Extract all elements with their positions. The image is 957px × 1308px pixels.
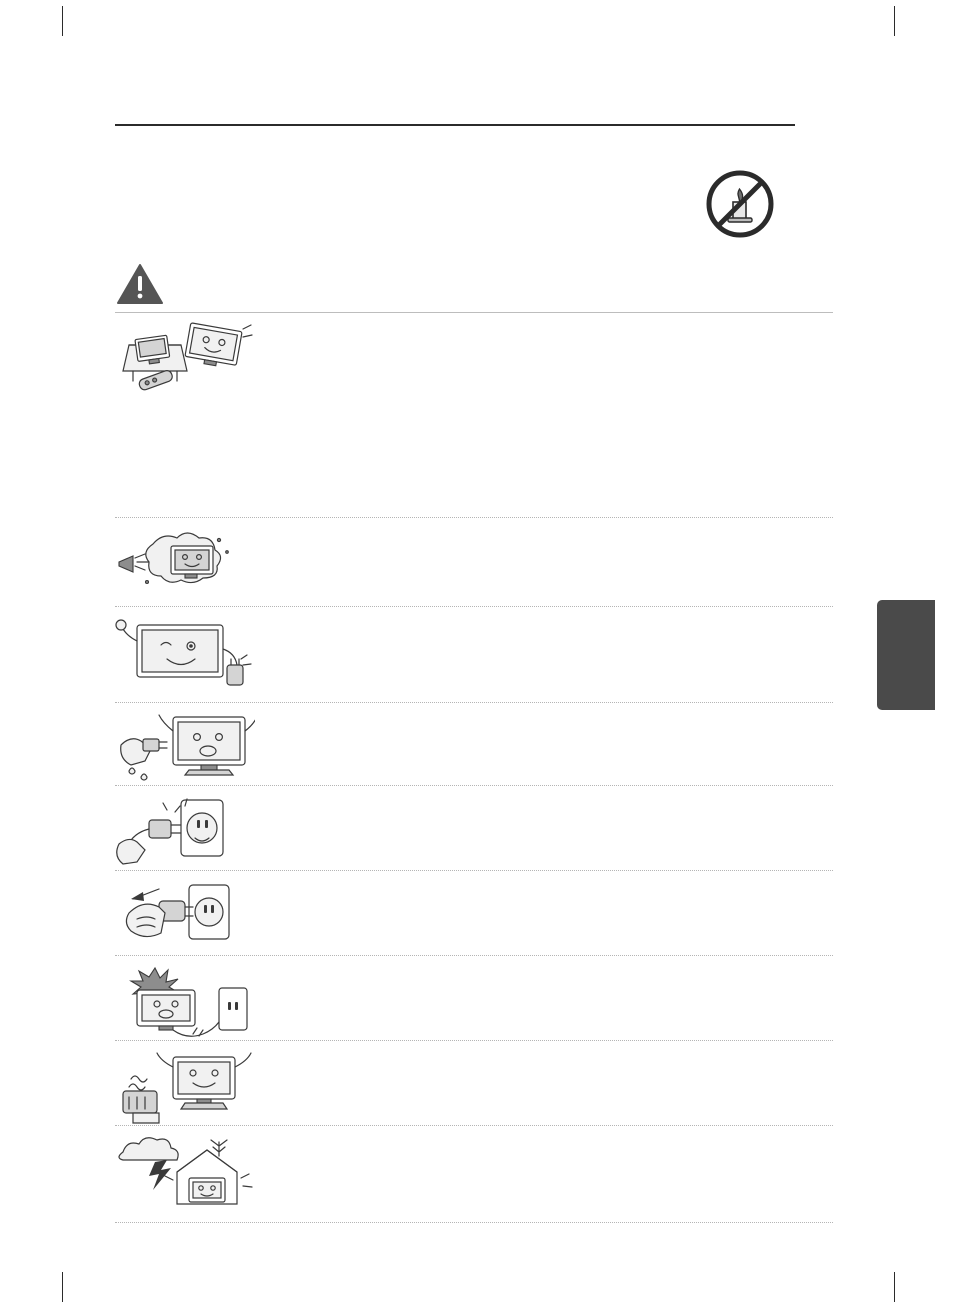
tv-dust-explosion-illustration	[115, 518, 260, 606]
list-item	[115, 517, 833, 606]
list-item-text	[260, 871, 833, 895]
warning-triangle-icon	[116, 262, 164, 306]
list-item	[115, 312, 833, 517]
list-item-text	[260, 518, 833, 542]
list-item-text	[260, 1041, 833, 1065]
list-item	[115, 870, 833, 955]
list-item	[115, 702, 833, 785]
list-item-text	[260, 1126, 833, 1150]
list-item-text	[260, 313, 833, 337]
warning-list	[115, 312, 833, 1210]
wet-hands-power-plug-illustration	[115, 703, 260, 795]
side-tab	[877, 600, 935, 710]
list-item	[115, 1125, 833, 1210]
crop-mark-top-right	[894, 6, 895, 36]
list-item	[115, 1040, 833, 1125]
tv-sparking-damaged-cord-illustration	[115, 956, 260, 1050]
list-item-text	[260, 786, 833, 810]
list-item	[115, 955, 833, 1040]
tv-winking-with-plug-illustration	[115, 607, 260, 701]
plug-partially-inserted-outlet-illustration	[115, 786, 260, 880]
crop-mark-top-left	[62, 6, 63, 36]
list-item-text	[260, 956, 833, 980]
crop-mark-bottom-left	[62, 1272, 63, 1302]
tv-near-heater-illustration	[115, 1041, 260, 1135]
list-item	[115, 606, 833, 702]
list-item-text	[260, 703, 833, 727]
tv-falling-off-stand-illustration	[115, 313, 260, 397]
house-lightning-storm-illustration	[115, 1126, 260, 1220]
no-open-flame-icon	[700, 168, 780, 240]
hand-pulling-plug-from-outlet-illustration	[115, 871, 260, 965]
list-item	[115, 785, 833, 870]
header-rule	[115, 124, 795, 126]
crop-mark-bottom-right	[894, 1272, 895, 1302]
list-item-text	[260, 607, 833, 631]
list-bottom-rule	[115, 1222, 833, 1223]
